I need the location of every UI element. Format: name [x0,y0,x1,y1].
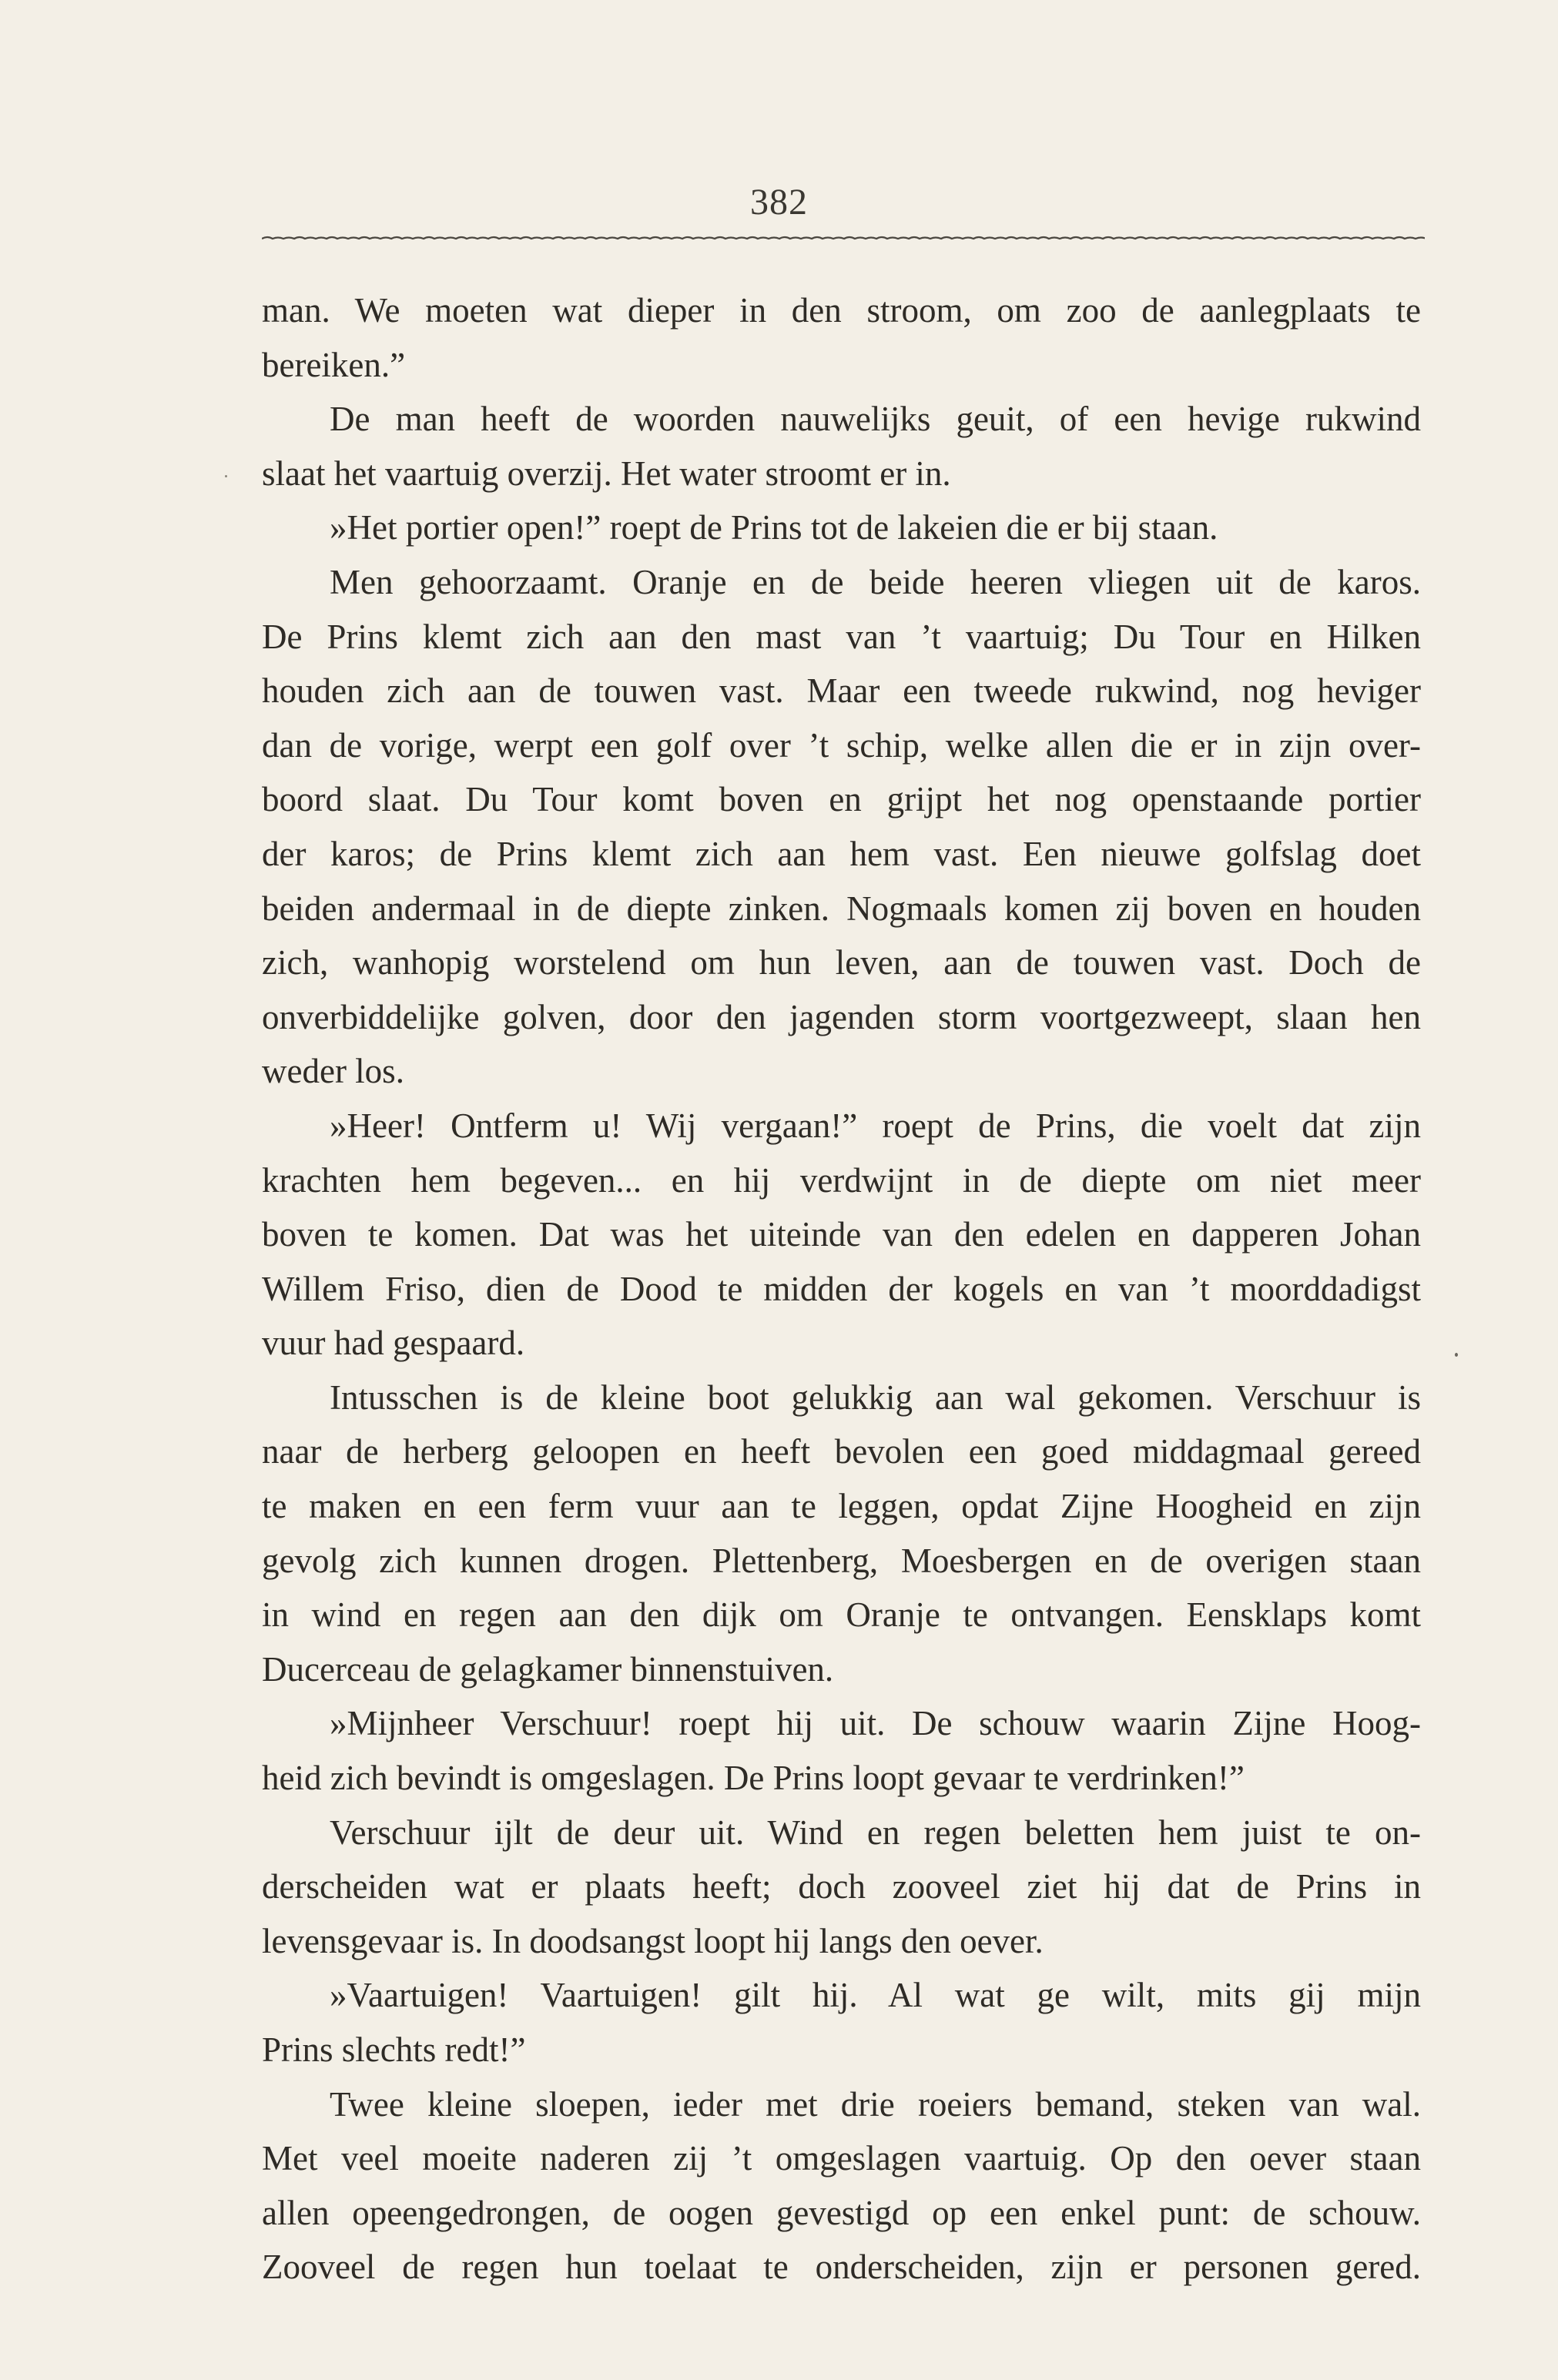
text-line: »Mijnheer Verschuur! roept hij uit. De schouw waarin Zijne Hoog- [330,1704,1421,1743]
text-line: man. We moeten wat dieper in den stroom, om zoo de aanlegplaats te [262,291,1421,330]
text-line: naar de herberg geloopen en heeft bevolen een goed middagmaal gereed [262,1432,1421,1471]
text-line: Intusschen is de kleine boot gelukkig aan wal gekomen. Verschuur is [330,1377,1421,1417]
text-line: Verschuur ijlt de deur uit. Wind en regen beletten hem juist te on- [330,1813,1421,1852]
text-line: boven te komen. Dat was het uiteinde van den edelen en dapperen Johan [262,1215,1421,1254]
text-line: te maken en een ferm vuur aan te leggen, opdat Zijne Hoogheid en zijn [262,1487,1421,1526]
text-line: weder los. [262,1052,404,1091]
text-line: beiden andermaal in de diepte zinken. Nogmaals komen zij boven en houden [262,889,1421,928]
text-line: »Het portier open!” roept de Prins tot de lakeien die er bij staan. [330,508,1218,547]
body-text [262,283,1421,2295]
text-line: vuur had gespaard. [262,1324,525,1363]
text-line: Met veel moeite naderen zij ’t omgeslagen vaartuig. Op den oever staan [262,2139,1421,2178]
text-line: Zooveel de regen hun toelaat te onderscheiden, zijn er personen gered. [262,2248,1421,2287]
text-line: bereiken.” [262,345,406,384]
page-number: 382 [750,182,808,223]
text-line: De Prins klemt zich aan den mast van ’t vaartuig; Du Tour en Hilken [262,617,1421,656]
text-line: Men gehoorzaamt. Oranje en de beide heeren vliegen uit de karos. [330,562,1421,601]
text-line: onverbiddelijke golven, door den jagenden storm voortgezweept, slaan hen [262,997,1421,1036]
text-line: gevolg zich kunnen drogen. Plettenberg, Moesbergen en de overigen staan [262,1541,1421,1580]
text-line: allen opeengedrongen, de oogen gevestigd op een enkel punt: de schouw. [262,2193,1421,2232]
text-line: dan de vorige, werpt een golf over ’t schip, welke allen die er in zijn over- [262,725,1421,765]
text-line: slaat het vaartuig overzij. Het water stroomt er in. [262,454,951,493]
text-line: »Heer! Ontferm u! Wij vergaan!” roept de Prins, die voelt dat zijn [330,1106,1421,1145]
text-line: De man heeft de woorden nauwelijks geuit, of een hevige rukwind [330,400,1421,439]
text-line: Prins slechts redt!” [262,2030,526,2069]
text-line: houden zich aan de touwen vast. Maar een tweede rukwind, nog heviger [262,671,1421,711]
text-line: Ducerceau de gelagkamer binnenstuiven. [262,1649,834,1689]
text-line: in wind en regen aan den dijk om Oranje te ontvangen. Eensklaps komt [262,1595,1421,1635]
text-line: boord slaat. Du Tour komt boven en grijpt het nog openstaande portier [262,780,1421,819]
text-line: derscheiden wat er plaats heeft; doch zooveel ziet hij dat de Prins in [262,1867,1421,1906]
text-line: heid zich bevindt is omgeslagen. De Prins loopt gevaar te verdrinken!” [262,1759,1245,1798]
text-line: krachten hem begeven... en hij verdwijnt in de diepte om niet meer [262,1160,1421,1200]
ink-speck [1455,1353,1458,1357]
text-line: der karos; de Prins klemt zich aan hem vast. Een nieuwe golfslag doet [262,834,1421,873]
decorative-wavy-rule [262,231,1425,246]
text-line: zich, wanhopig worstelend om hun leven, aan de touwen vast. Doch de [262,943,1421,982]
text-line: Twee kleine sloepen, ieder met drie roeiers bemand, steken van wal. [330,2084,1421,2124]
text-line: »Vaartuigen! Vaartuigen! gilt hij. Al wat ge wilt, mits gij mijn [330,1976,1421,2015]
text-line: Willem Friso, dien de Dood te midden der kogels en van ’t moorddadigst [262,1269,1421,1308]
ink-speck [225,475,227,477]
text-line: levensgevaar is. In doodsangst loopt hij langs den oever. [262,1921,1044,1960]
